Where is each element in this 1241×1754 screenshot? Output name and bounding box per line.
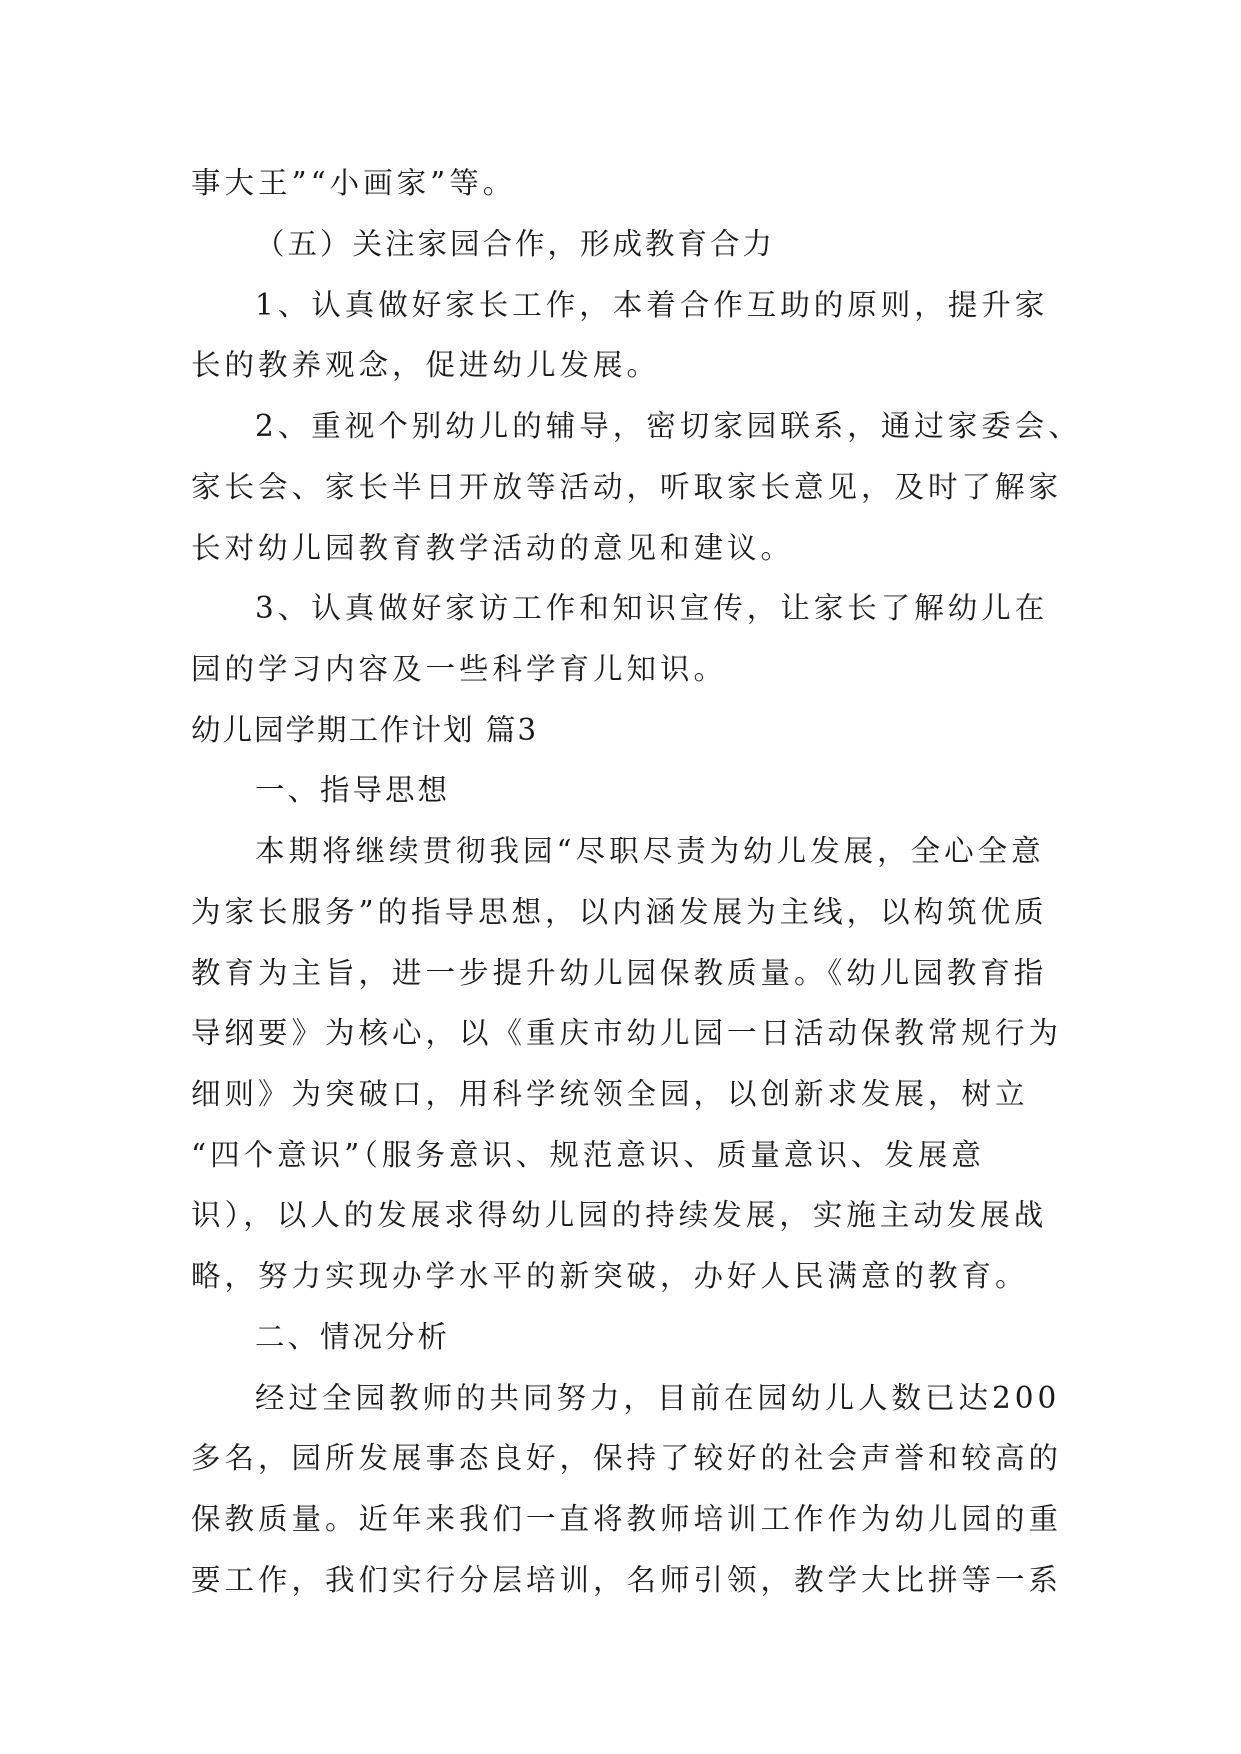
- text-line: 要工作，我们实行分层培训，名师引领，教学大比拼等一系: [191, 1563, 1063, 1597]
- text-line: 长对幼儿园教育教学活动的意见和建议。: [191, 531, 795, 565]
- document-title: 幼儿园学期工作计划 篇3: [191, 713, 539, 747]
- text-line: 事大王”“小画家”等。: [191, 166, 517, 200]
- text-line: 识），以人的发展求得幼儿园的持续发展，实施主动发展战: [191, 1198, 1048, 1232]
- section-heading: 二、情况分析: [255, 1320, 451, 1354]
- text-line: 1、认真做好家长工作，本着合作互助的原则，提升家: [255, 288, 1049, 322]
- text-line: 细则》为突破口，用科学统领全园，以创新求发展，树立: [191, 1077, 1029, 1111]
- text-line: 导纲要》为核心，以《重庆市幼儿园一日活动保教常规行为: [191, 1016, 1063, 1050]
- section-heading: 一、指导思想: [255, 773, 451, 807]
- text-line: 家长会、家长半日开放等活动，听取家长意见，及时了解家: [191, 470, 1063, 504]
- text-line: 为家长服务”的指导思想，以内涵发展为主线，以构筑优质: [191, 895, 1048, 929]
- section-heading: （五）关注家园合作，形成教育合力: [255, 227, 776, 261]
- text-line: 教育为主旨，进一步提升幼儿园保教质量。《幼儿园教育指: [191, 956, 1048, 990]
- text-line: 略，努力实现办学水平的新突破，办好人民满意的教育。: [191, 1259, 1029, 1293]
- text-line: 经过全园教师的共同努力，目前在园幼儿人数已达200: [255, 1381, 1061, 1415]
- text-line: 多名，园所发展事态良好，保持了较好的社会声誉和较高的: [191, 1441, 1063, 1475]
- text-line: 2、重视个别幼儿的辅导，密切家园联系，通过家委会、: [255, 409, 1082, 443]
- text-line: 园的学习内容及一些科学育儿知识。: [191, 652, 728, 686]
- text-line: 3、认真做好家访工作和知识宣传，让家长了解幼儿在: [255, 591, 1049, 625]
- text-line: “四个意识”（服务意识、规范意识、质量意识、发展意: [191, 1138, 985, 1172]
- text-line: 本期将继续贯彻我园“尽职尽责为幼儿发展，全心全意: [255, 834, 1045, 868]
- text-line: 长的教养观念，促进幼儿发展。: [191, 348, 661, 382]
- text-line: 保教质量。近年来我们一直将教师培训工作作为幼儿园的重: [191, 1502, 1063, 1536]
